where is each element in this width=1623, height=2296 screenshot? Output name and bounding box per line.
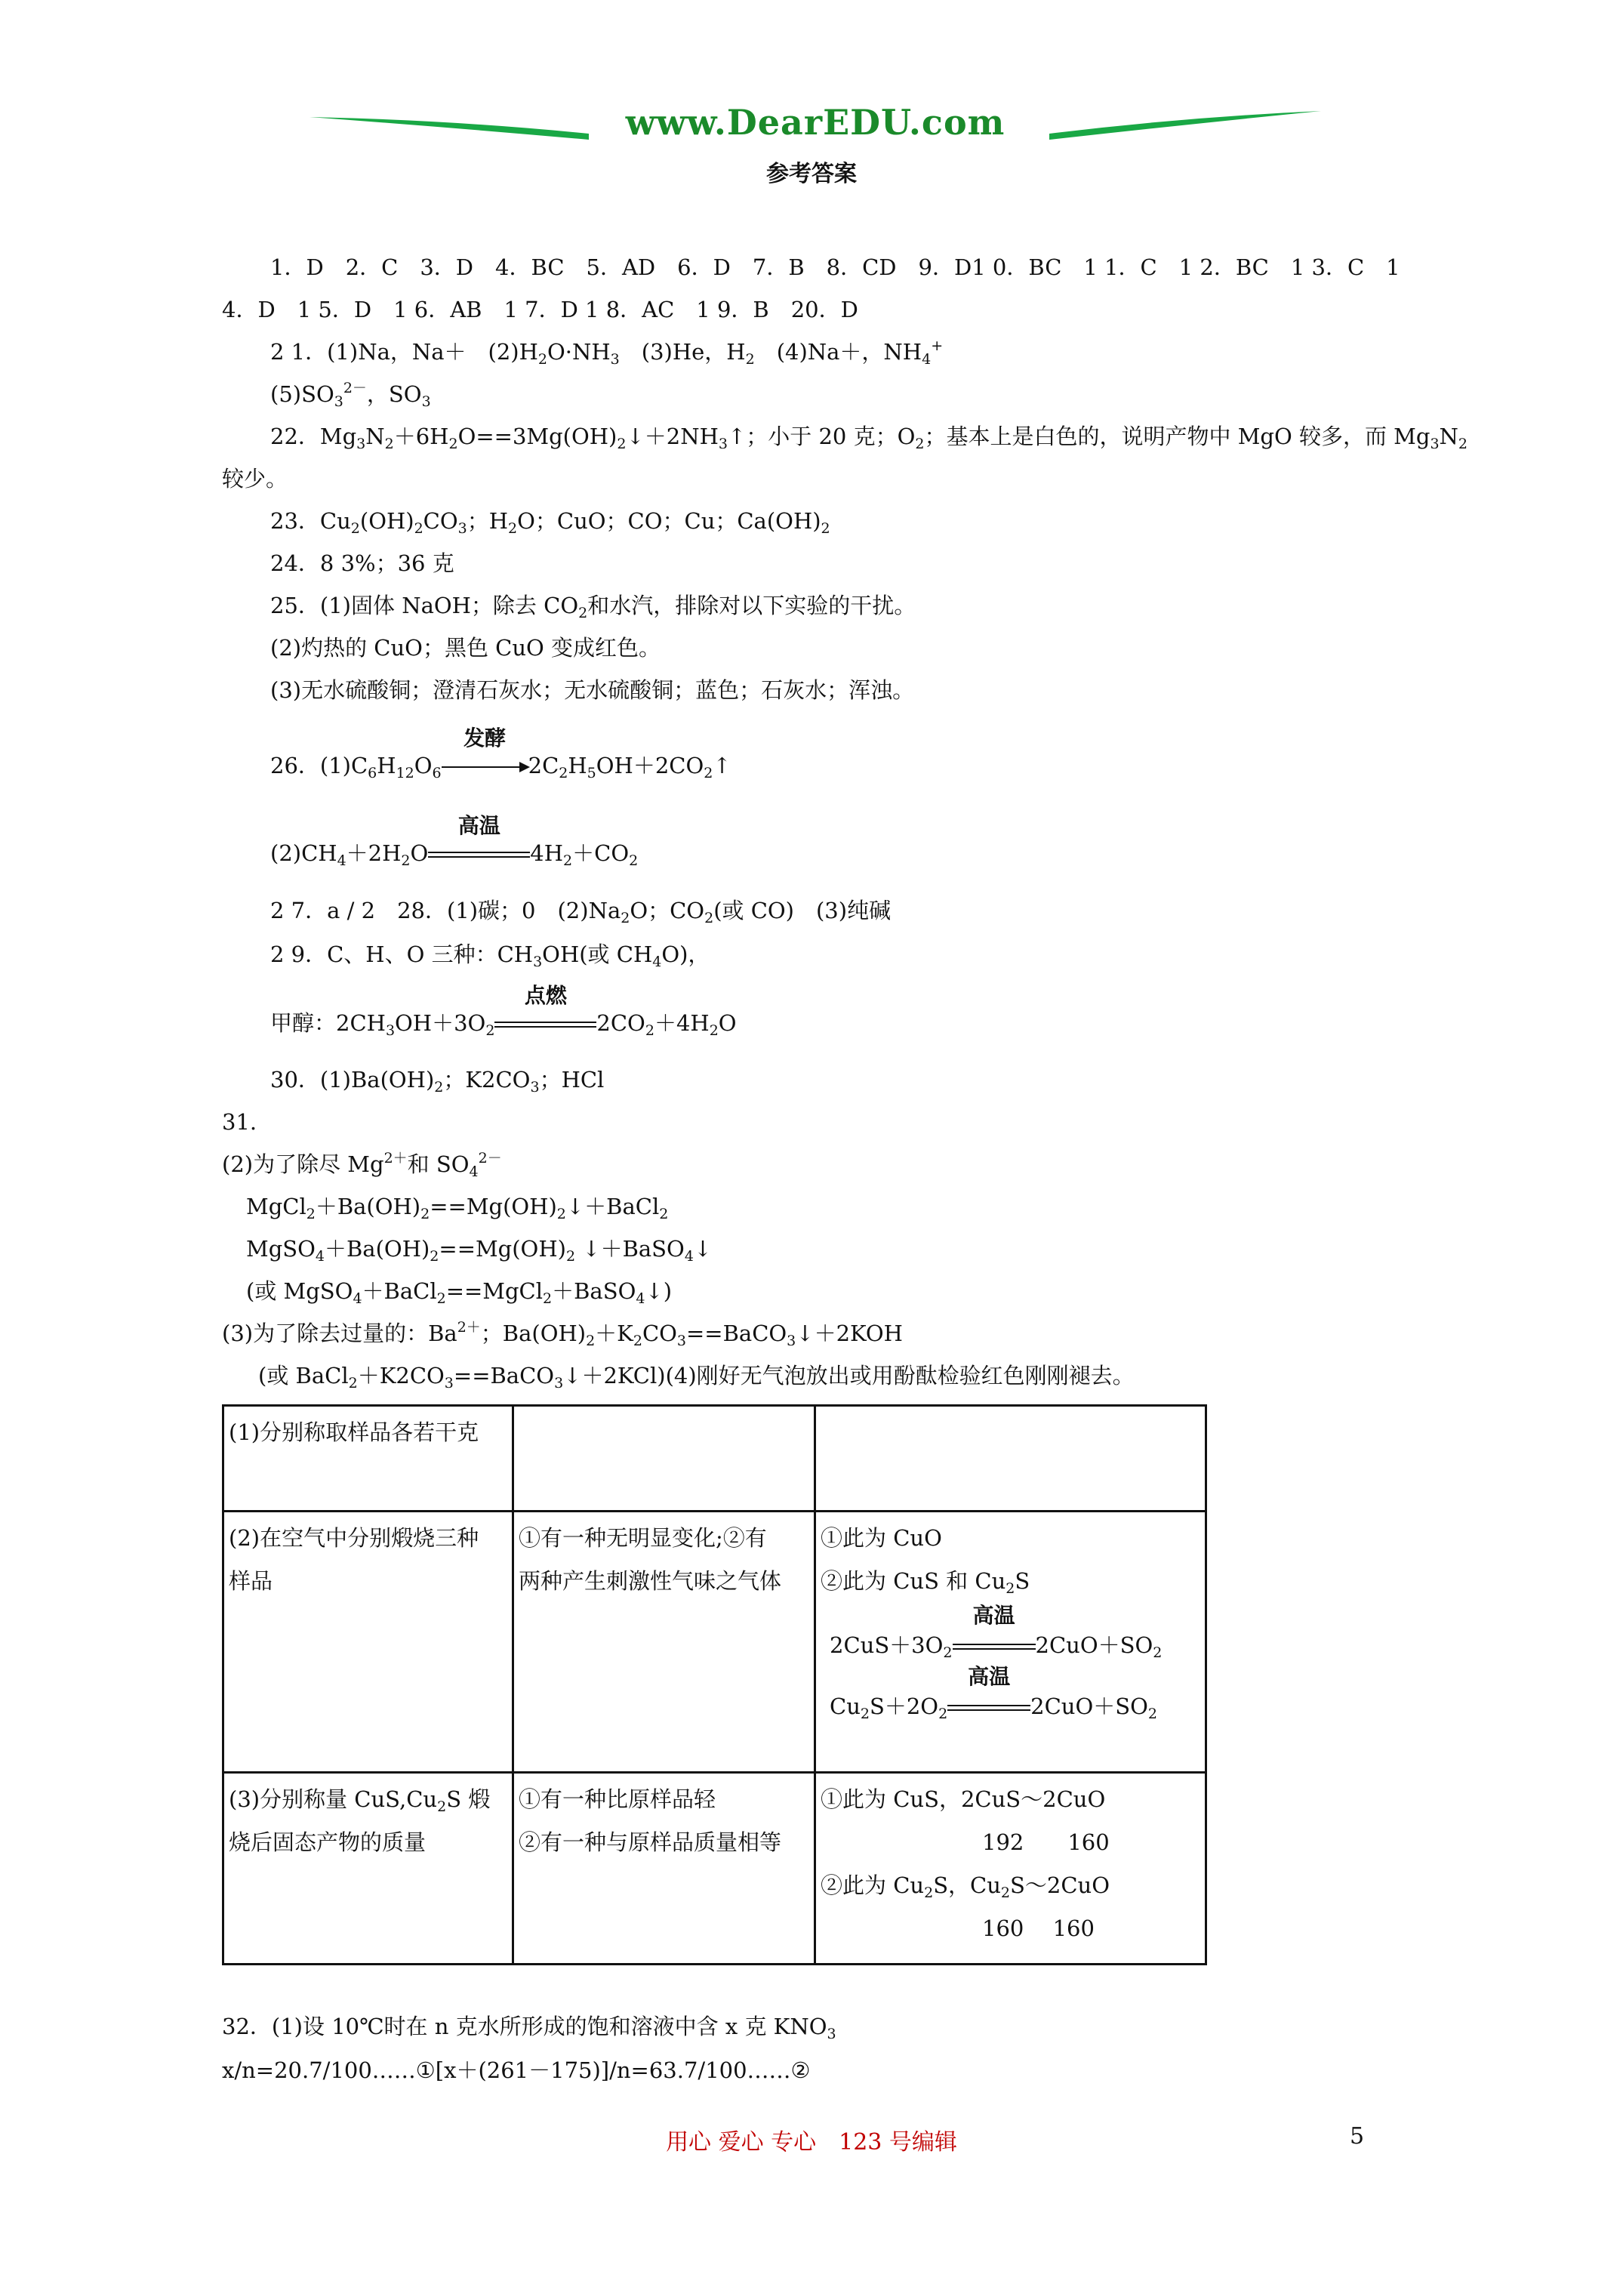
- table-row: [223, 1512, 1206, 1773]
- reaction-equals: 高温: [953, 1624, 1036, 1667]
- answer-31-reaction-2: $MgSO_4+Ba(OH)_2==Mg(OH)_2$ ↓＋BaSO$_4$↓: [246, 1236, 713, 1265]
- answer-32: 32．(1)设 10℃时在 n 克水所形成的饱和溶液中含 x 克 $KNO_3$: [222, 2014, 836, 2042]
- answer-31-3: (3)为了除去过量的：$Ba^{2+}$；$Ba(OH)_2+K_2CO_3==BaCO_3↓+2KOH$: [222, 1319, 903, 1349]
- answer-25-1: 25．(1)固体 NaOH；除去 $CO_2$和水汽，排除对以下实验的干扰。: [270, 593, 916, 621]
- table-cell: ①此为 CuS，2CuS～2CuO 192 160 ②此为 $Cu_2S$，$Cu_2S\sim 2CuO$ 160 160: [815, 1773, 1206, 1965]
- answer-31-2: (2)为了除尽 $Mg^{2+}$和 $SO_4^{2-}$: [222, 1150, 502, 1180]
- footer-text: 用心 爱心 专心 123 号编辑: [666, 2129, 957, 2156]
- table-cell: [815, 1406, 1206, 1512]
- answer-22: 22．$Mg_3N_2+6H_2O==3Mg(OH)_2↓+2NH_3↑$；小于 20 克；$O_2$；基本上是白色的，说明产物中 MgO 较多，而 $Mg_3N_2$: [270, 424, 1467, 452]
- table-cell: ①有一种比原样品轻 ②有一种与原样品质量相等: [513, 1773, 815, 1965]
- page-number: 5: [1350, 2123, 1365, 2150]
- answer-30: 30．$(1)Ba(OH)_2$；$K2CO_3$；HCl: [270, 1067, 605, 1096]
- answers-line-2: 4．D 1 5．D 1 6．AB 1 7．D 1 8．AC 1 9．B 20．D: [222, 297, 858, 322]
- answer-29: 2 9．C、H、O 三种：$CH_3OH$(或 $CH_4O$)，: [270, 942, 710, 970]
- table-row: [223, 1406, 1206, 1512]
- answer-24: 24．8 3%；36 克: [270, 550, 454, 576]
- answer-31-4: (或 $BaCl_2+K2CO_3==BaCO_3↓+2KCl)(4)$刚好无气泡放出或用酚酞检验红色刚刚褪去。: [258, 1363, 1135, 1391]
- answer-22-cont: 较少。: [222, 466, 288, 492]
- answer-27-28: 2 7．a / 2 28．(1)碳；0 $(2)Na_2O$；$CO_2$(或 CO) (3)纯碱: [270, 898, 892, 926]
- table-cell: ①有一种无明显变化;②有 两种产生刺激性气味之气体: [513, 1512, 815, 1773]
- table-cell: (3)分别称量 $CuS,Cu_2S$ 煅 烧后固态产物的质量: [223, 1773, 513, 1965]
- answer-26-2: $(2)CH_4+2H_2O$ 高温 $4H_2+CO_2$: [270, 813, 639, 869]
- page-title: 参考答案: [766, 161, 857, 187]
- logo-text: www.DearEDU.com: [625, 102, 1006, 143]
- answer-31-reaction-3: (或 MgSO$_4$＋BaCl$_2$==MgCl$_2$＋BaSO$_4$↓): [246, 1278, 673, 1307]
- answers-line-1: 1．D 2．C 3．D 4．BC 5．AD 6．D 7．B 8．CD 9．D1 0．BC 1 1．C 1 2．BC 1 3．C 1: [270, 254, 1400, 280]
- table-cell: (1)分别称取样品各若干克: [223, 1406, 513, 1512]
- reaction-equals: 点燃: [494, 1008, 596, 1038]
- answer-26-1: 26．$(1)C_6H_{12}O_6$ 发酵 $2C_2H_5OH+2CO_2↑$: [270, 726, 731, 781]
- answer-29-methanol: 甲醇：$2CH_3OH+3O_2$ 点燃 $2CO_2+4H_2O$: [270, 983, 737, 1039]
- answer-21: 2 1．(1)Na，Na＋ $(2)H_2O\cdot NH_3$ (3)He，$H_2$ (4)Na＋，$NH_4^+$: [270, 337, 944, 368]
- answer-25-3: (3)无水硫酸铜；澄清石灰水；无水硫酸铜；蓝色；石灰水；浑浊。: [270, 677, 915, 703]
- answer-31: 31.: [222, 1109, 257, 1135]
- reaction-equals: 高温: [428, 838, 530, 868]
- table-cell: [513, 1406, 815, 1512]
- answer-25-2: (2)灼热的 CuO；黑色 CuO 变成红色。: [270, 635, 661, 661]
- table-cell: (2)在空气中分别煅烧三种 样品: [223, 1512, 513, 1773]
- answer-23: 23．$Cu_2(OH)_2CO_3$；$H_2O$；CuO；CO；Cu；$Ca(OH)_2$: [270, 508, 830, 537]
- answer-31-reaction-1: $MgCl_2+Ba(OH)_2==Mg(OH)_2↓+BaCl_2$: [246, 1194, 669, 1222]
- experiment-table: [222, 1404, 1207, 1965]
- reaction-equals: 高温: [947, 1685, 1030, 1728]
- answer-21-5: $(5)SO_3^{2-}$，$SO_3$: [270, 380, 431, 410]
- site-logo: [310, 94, 1321, 155]
- table-cell: ①此为 CuO ②此为 CuS 和 $Cu_2S$ $2CuS+3O_2$ 高温 $2CuO+SO_2$ $Cu_2S+2O_2$ 高温 $2CuO+SO_2$: [815, 1512, 1206, 1773]
- table-row: [223, 1773, 1206, 1965]
- reaction-arrow: 发酵: [442, 750, 528, 781]
- answer-32-equations: x/n=20.7/100……①[x＋(261－175)]/n=63.7/100……②: [222, 2057, 811, 2083]
